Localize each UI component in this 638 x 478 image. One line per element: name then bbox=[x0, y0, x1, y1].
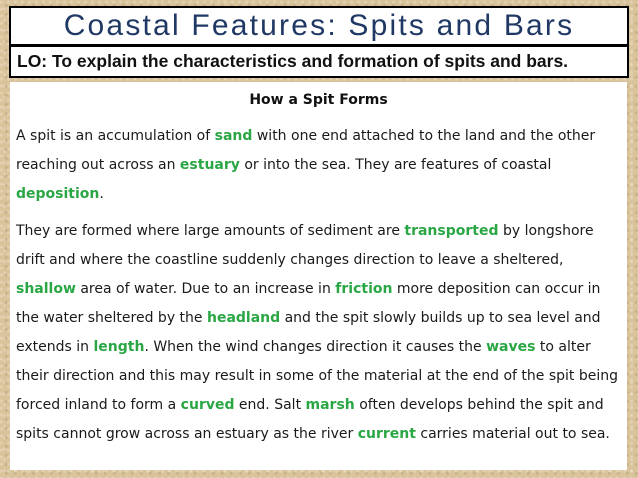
learning-objective: LO: To explain the characteristics and formation of spits and bars. bbox=[17, 51, 569, 71]
keyword-marsh: marsh bbox=[305, 397, 355, 413]
keyword-current: current bbox=[357, 426, 416, 442]
keyword-length: length bbox=[93, 339, 145, 355]
page-title: Coastal Features: Spits and Bars bbox=[63, 9, 575, 42]
text-run: by longshore drift and where the coastline suddenly changes direction to leave a sheltered, bbox=[16, 223, 594, 268]
text-run: often develops behind the spit and spits cannot grow across an estuary as the river bbox=[16, 397, 604, 442]
keyword-waves: waves bbox=[486, 339, 536, 355]
text-run: carries material out to sea. bbox=[415, 426, 610, 442]
learning-objective-bar bbox=[9, 45, 629, 78]
keyword-deposition: deposition bbox=[16, 186, 100, 202]
section-subtitle: How a Spit Forms bbox=[249, 92, 388, 108]
text-run: more deposition can occur in the water sheltered by the bbox=[16, 281, 601, 326]
text-run: . When the wind changes direction it causes the bbox=[144, 339, 487, 355]
paragraph-2 bbox=[16, 217, 621, 449]
text-run: with one end attached to the land and the other reaching out across an bbox=[16, 128, 596, 173]
text-run: to alter their direction and this may result in some of the material at the end of the spit being forced inland to form a bbox=[16, 339, 618, 413]
keyword-sand: sand bbox=[214, 128, 253, 144]
text-run: area of water. Due to an increase in bbox=[75, 281, 336, 297]
text-run: end. Salt bbox=[234, 397, 306, 413]
keyword-curved: curved bbox=[180, 397, 235, 413]
text-run: A spit is an accumulation of bbox=[16, 128, 215, 144]
keyword-shallow: shallow bbox=[16, 281, 76, 297]
title-bar bbox=[9, 6, 629, 46]
keyword-estuary: estuary bbox=[179, 157, 240, 173]
keyword-headland: headland bbox=[206, 310, 281, 326]
content-panel bbox=[10, 82, 627, 470]
text-run: and the spit slowly builds up to sea level and extends in bbox=[16, 310, 601, 355]
keyword-friction: friction bbox=[335, 281, 393, 297]
paragraph-1 bbox=[16, 122, 621, 209]
text-run: They are formed where large amounts of sediment are bbox=[16, 223, 405, 239]
keyword-transported: transported bbox=[404, 223, 499, 239]
text-run: . bbox=[99, 186, 104, 202]
text-run: or into the sea. They are features of coastal bbox=[239, 157, 552, 173]
